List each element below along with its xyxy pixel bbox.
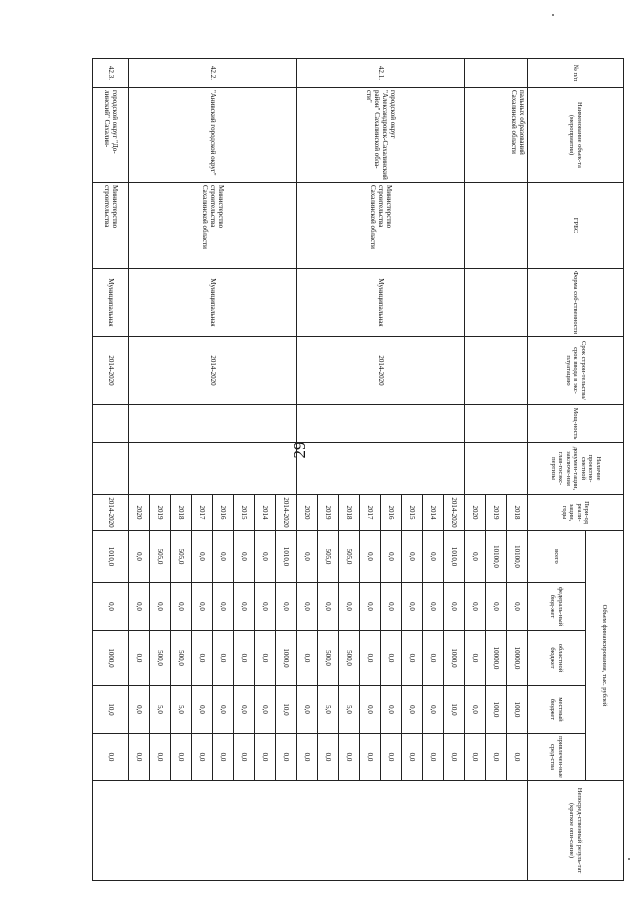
group-grbs-cell: Министерство строительства Сахалинской области [297, 183, 465, 269]
regional-cell: 0,0 [360, 631, 381, 686]
federal-cell: 0,0 [444, 583, 465, 631]
total-cell: 1010,0 [93, 531, 129, 583]
local-cell: 0,0 [192, 686, 213, 734]
local-cell: 10,0 [444, 686, 465, 734]
total-cell: 0,0 [465, 531, 486, 583]
local-cell: 0,0 [423, 686, 444, 734]
local-cell: 0,0 [129, 686, 150, 734]
period-cell: 2015 [234, 495, 255, 531]
total-cell: 0,0 [192, 531, 213, 583]
federal-cell: 0,0 [192, 583, 213, 631]
attracted-cell: 0,0 [171, 734, 192, 781]
total-cell: 0,0 [129, 531, 150, 583]
group-name-cell: пальных образований Сахалинской области [465, 88, 528, 183]
period-cell: 2014-2020 [276, 495, 297, 531]
federal-cell: 0,0 [129, 583, 150, 631]
group-ownership-cell: Муниципальная [297, 269, 465, 337]
funding-table [92, 58, 624, 881]
page-number: 29 [290, 441, 309, 459]
local-cell: 100,0 [507, 686, 528, 734]
header-period: Пери-од реали-зации, годы [528, 495, 624, 531]
attracted-cell: 0,0 [444, 734, 465, 781]
regional-cell: 0,0 [234, 631, 255, 686]
period-cell: 2014-2020 [444, 495, 465, 531]
period-cell: 2018 [171, 495, 192, 531]
attracted-cell: 0,0 [150, 734, 171, 781]
total-cell: 1010,0 [444, 531, 465, 583]
group-grbs-cell: Министерство строительства Сахалинской области [129, 183, 297, 269]
group-capacity-cell [129, 405, 297, 443]
federal-cell: 0,0 [234, 583, 255, 631]
period-cell: 2016 [381, 495, 402, 531]
attracted-cell: 0,0 [276, 734, 297, 781]
table-row [507, 59, 528, 881]
group-name-cell: "Анивский городской округ" [129, 88, 297, 183]
federal-cell: 0,0 [255, 583, 276, 631]
total-cell: 1010,0 [276, 531, 297, 583]
regional-cell: 0,0 [297, 631, 318, 686]
group-psd-cell [129, 443, 297, 495]
attracted-cell: 0,0 [297, 734, 318, 781]
total-cell: 505,0 [150, 531, 171, 583]
table-row [444, 59, 465, 881]
period-cell: 2018 [339, 495, 360, 531]
period-cell: 2017 [192, 495, 213, 531]
header-federal: федераль-ный бюд-жет [528, 583, 586, 631]
group-ownership-cell [465, 269, 528, 337]
attracted-cell: 0,0 [360, 734, 381, 781]
header-term: Срок строи-тельства/срок ввода в экс-плуатацию [528, 337, 624, 405]
header-local: местный бюджет [528, 686, 586, 734]
attracted-cell: 0,0 [423, 734, 444, 781]
regional-cell: 0,0 [255, 631, 276, 686]
period-cell: 2014 [255, 495, 276, 531]
federal-cell: 0,0 [297, 583, 318, 631]
group-num-cell [465, 59, 528, 88]
federal-cell: 0,0 [213, 583, 234, 631]
group-capacity-cell [465, 405, 528, 443]
regional-cell: 1000,0 [276, 631, 297, 686]
header-funding: Объем финансирования, тыс. рублей [586, 531, 624, 781]
federal-cell: 0,0 [507, 583, 528, 631]
header-grbs: ГРБС [528, 183, 624, 269]
header-row [586, 59, 624, 881]
local-cell: 0,0 [255, 686, 276, 734]
header-name: Наименование объек-та (мероприятия) [528, 88, 624, 183]
regional-cell: 500,0 [171, 631, 192, 686]
header-ownership: Форма соб-ственности [528, 269, 624, 337]
federal-cell: 0,0 [423, 583, 444, 631]
group-ownership-cell: Муниципальная [129, 269, 297, 337]
group-name-cell: городской округ "До-линский" Сахалин- [93, 88, 129, 183]
group-term-cell: 2014-2020 [129, 337, 297, 405]
table-row [93, 59, 129, 881]
scan-speck [552, 14, 554, 16]
group-psd-cell [93, 443, 129, 495]
period-cell: 2019 [318, 495, 339, 531]
result-cell [93, 781, 528, 881]
period-cell: 2019 [486, 495, 507, 531]
attracted-cell: 0,0 [486, 734, 507, 781]
total-cell: 0,0 [213, 531, 234, 583]
header-result: Непосред-ственный резуль-тат (краткое опи-сание) [528, 781, 624, 881]
regional-cell: 0,0 [129, 631, 150, 686]
period-cell: 2014-2020 [93, 495, 129, 531]
total-cell: 0,0 [360, 531, 381, 583]
group-num-cell: 42.2. [129, 59, 297, 88]
regional-cell: 0,0 [213, 631, 234, 686]
federal-cell: 0,0 [276, 583, 297, 631]
local-cell: 0,0 [297, 686, 318, 734]
table-row [276, 59, 297, 881]
federal-cell: 0,0 [93, 583, 129, 631]
period-cell: 2020 [129, 495, 150, 531]
regional-cell: 10000,0 [486, 631, 507, 686]
scan-speck [628, 858, 630, 860]
attracted-cell: 0,0 [192, 734, 213, 781]
total-cell: 0,0 [381, 531, 402, 583]
regional-cell: 0,0 [423, 631, 444, 686]
group-name-cell: городской округ "Александровск-Сахалинский район" Сахалинской обла-сти" [297, 88, 465, 183]
federal-cell: 0,0 [486, 583, 507, 631]
header-regional: областной бюджет [528, 631, 586, 686]
total-cell: 0,0 [234, 531, 255, 583]
local-cell: 0,0 [213, 686, 234, 734]
attracted-cell: 0,0 [339, 734, 360, 781]
total-cell: 0,0 [423, 531, 444, 583]
regional-cell: 500,0 [150, 631, 171, 686]
regional-cell: 500,0 [318, 631, 339, 686]
local-cell: 0,0 [381, 686, 402, 734]
federal-cell: 0,0 [402, 583, 423, 631]
attracted-cell: 0,0 [465, 734, 486, 781]
attracted-cell: 0,0 [93, 734, 129, 781]
local-cell: 10,0 [276, 686, 297, 734]
regional-cell: 500,0 [339, 631, 360, 686]
federal-cell: 0,0 [150, 583, 171, 631]
local-cell: 0,0 [465, 686, 486, 734]
regional-cell: 0,0 [192, 631, 213, 686]
local-cell: 5,0 [171, 686, 192, 734]
local-cell: 0,0 [402, 686, 423, 734]
local-cell: 5,0 [339, 686, 360, 734]
header-num: № п/п [528, 59, 624, 88]
regional-cell: 0,0 [381, 631, 402, 686]
group-num-cell: 42.3. [93, 59, 129, 88]
header-capacity: Мощ-ность [528, 405, 624, 443]
period-cell: 2020 [465, 495, 486, 531]
attracted-cell: 0,0 [213, 734, 234, 781]
attracted-cell: 0,0 [402, 734, 423, 781]
total-cell: 0,0 [297, 531, 318, 583]
header-total: всего [528, 531, 586, 583]
period-cell: 2016 [213, 495, 234, 531]
group-grbs-cell: Министерство строительства [93, 183, 129, 269]
total-cell: 10100,0 [507, 531, 528, 583]
period-cell: 2020 [297, 495, 318, 531]
federal-cell: 0,0 [381, 583, 402, 631]
regional-cell: 1000,0 [444, 631, 465, 686]
period-cell: 2014 [423, 495, 444, 531]
period-cell: 2017 [360, 495, 381, 531]
local-cell: 100,0 [486, 686, 507, 734]
total-cell: 0,0 [255, 531, 276, 583]
local-cell: 0,0 [360, 686, 381, 734]
group-term-cell [465, 337, 528, 405]
attracted-cell: 0,0 [129, 734, 150, 781]
group-term-cell: 2014-2020 [93, 337, 129, 405]
regional-cell: 0,0 [465, 631, 486, 686]
attracted-cell: 0,0 [255, 734, 276, 781]
federal-cell: 0,0 [318, 583, 339, 631]
header-psd: Наличие проектно-сметной докумен-тации, заключе-ния глав-госэкс-пертизы [528, 443, 624, 495]
group-ownership-cell: Муниципальная [93, 269, 129, 337]
federal-cell: 0,0 [360, 583, 381, 631]
group-psd-cell [297, 443, 465, 495]
regional-cell: 0,0 [402, 631, 423, 686]
rotated-table-frame [92, 58, 624, 881]
attracted-cell: 0,0 [381, 734, 402, 781]
group-capacity-cell [297, 405, 465, 443]
local-cell: 0,0 [234, 686, 255, 734]
total-cell: 0,0 [402, 531, 423, 583]
total-cell: 505,0 [171, 531, 192, 583]
attracted-cell: 0,0 [318, 734, 339, 781]
period-cell: 2018 [507, 495, 528, 531]
attracted-cell: 0,0 [234, 734, 255, 781]
local-cell: 5,0 [318, 686, 339, 734]
local-cell: 5,0 [150, 686, 171, 734]
regional-cell: 10000,0 [507, 631, 528, 686]
period-cell: 2015 [402, 495, 423, 531]
local-cell: 10,0 [93, 686, 129, 734]
federal-cell: 0,0 [339, 583, 360, 631]
attracted-cell: 0,0 [507, 734, 528, 781]
total-cell: 505,0 [339, 531, 360, 583]
federal-cell: 0,0 [465, 583, 486, 631]
group-grbs-cell [465, 183, 528, 269]
group-capacity-cell [93, 405, 129, 443]
header-attracted: привлечен-ные сред-ства [528, 734, 586, 781]
regional-cell: 1000,0 [93, 631, 129, 686]
group-term-cell: 2014-2020 [297, 337, 465, 405]
total-cell: 505,0 [318, 531, 339, 583]
group-num-cell: 42.1. [297, 59, 465, 88]
federal-cell: 0,0 [171, 583, 192, 631]
total-cell: 10100,0 [486, 531, 507, 583]
group-psd-cell [465, 443, 528, 495]
period-cell: 2019 [150, 495, 171, 531]
